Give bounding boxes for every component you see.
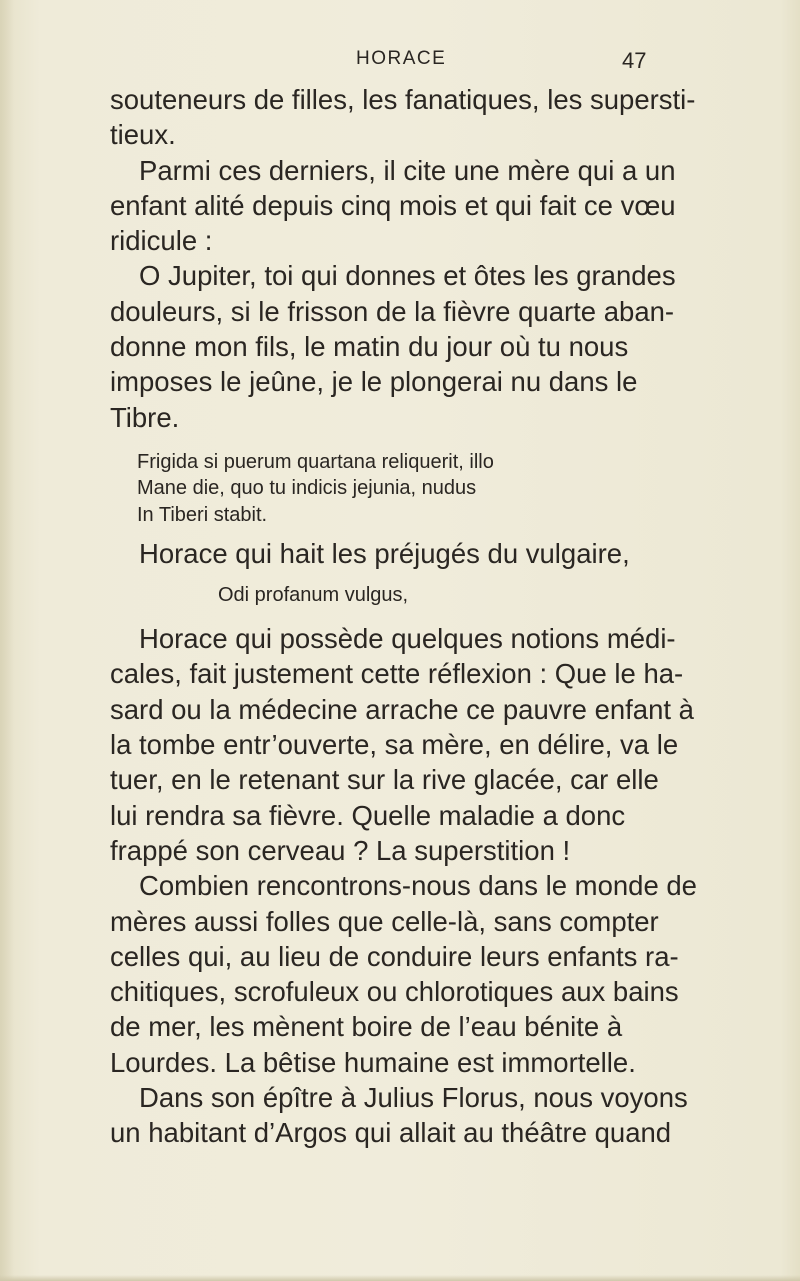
- paragraph-parmi: [110, 153, 692, 259]
- text-line: Parmi ces derniers, il cite une mère qui a un: [139, 154, 676, 186]
- text-line: un habitant d’Argos qui allait au théâtre quand: [110, 1117, 672, 1149]
- page-bottom-edge: [0, 1275, 800, 1281]
- page-number: 47: [622, 48, 647, 73]
- running-title: HORACE: [356, 48, 447, 69]
- quote-line: In Tiberi stabit.: [137, 503, 268, 526]
- text-line: enfant alité depuis cinq mois et qui fait ce vœu: [110, 189, 676, 221]
- paragraph-souteneurs: [110, 82, 696, 153]
- text-line: celles qui, au lieu de conduire leurs enfants ra-: [110, 940, 679, 972]
- text-line: lui rendra sa fièvre. Quelle maladie a donc: [110, 799, 626, 831]
- text-line: de mer, les mènent boire de l’eau bénite à: [110, 1011, 623, 1043]
- text-line: tieux.: [110, 119, 176, 151]
- text-line: souteneurs de filles, les fanatiques, les supersti-: [110, 84, 696, 115]
- text-line: chitiques, scrofuleux ou chlorotiques aux bains: [110, 976, 679, 1008]
- text-line: sard ou la médecine arrache ce pauvre enfant à: [110, 693, 694, 725]
- latin-quote-frigida: [110, 449, 692, 528]
- latin-quote-odi: Odi profanum vulgus,: [218, 584, 409, 607]
- text-line: Tibre.: [110, 401, 180, 433]
- text-line: frappé son cerveau ? La superstition !: [110, 834, 571, 866]
- text-line: tuer, en le retenant sur la rive glacée, car elle: [110, 764, 659, 796]
- text-line: mères aussi folles que celle-là, sans compter: [110, 905, 659, 937]
- text-line: cales, fait justement cette réflexion : Que le ha-: [110, 658, 684, 690]
- body-text: [110, 82, 697, 1151]
- text-line: ridicule :: [110, 225, 213, 257]
- paragraph-combien: [110, 868, 697, 1080]
- text-line: la tombe entr’ouverte, sa mère, en délire, va le: [110, 729, 679, 761]
- paragraph-vulgaire: [110, 536, 692, 571]
- text-line: Dans son épître à Julius Florus, nous voyons: [139, 1082, 688, 1114]
- text-line: Combien rencontrons-nous dans le monde de: [139, 870, 697, 902]
- paragraph-julius-florus: [110, 1080, 692, 1151]
- quote-line: Frigida si puerum quartana reliquerit, illo: [137, 450, 494, 473]
- text-line: imposes le jeûne, je le plongerai nu dans le: [110, 366, 638, 398]
- text-line: Lourdes. La bêtise humaine est immortelle.: [110, 1046, 636, 1078]
- gutter-shadow: [0, 0, 14, 1281]
- quote-line: Mane die, quo tu indicis jejunia, nudus: [137, 477, 477, 500]
- text-line: douleurs, si le frisson de la fièvre quarte aban-: [110, 295, 675, 327]
- paragraph-jupiter: [110, 258, 692, 434]
- text-line: Horace qui possède quelques notions médi-: [139, 623, 676, 655]
- text-line: Horace qui hait les préjugés du vulgaire,: [139, 537, 630, 569]
- text-line: O Jupiter, toi qui donnes et ôtes les grandes: [139, 260, 676, 292]
- text-line: donne mon fils, le matin du jour où tu nous: [110, 331, 629, 363]
- page-header: [0, 48, 800, 78]
- paragraph-notions: [110, 621, 692, 868]
